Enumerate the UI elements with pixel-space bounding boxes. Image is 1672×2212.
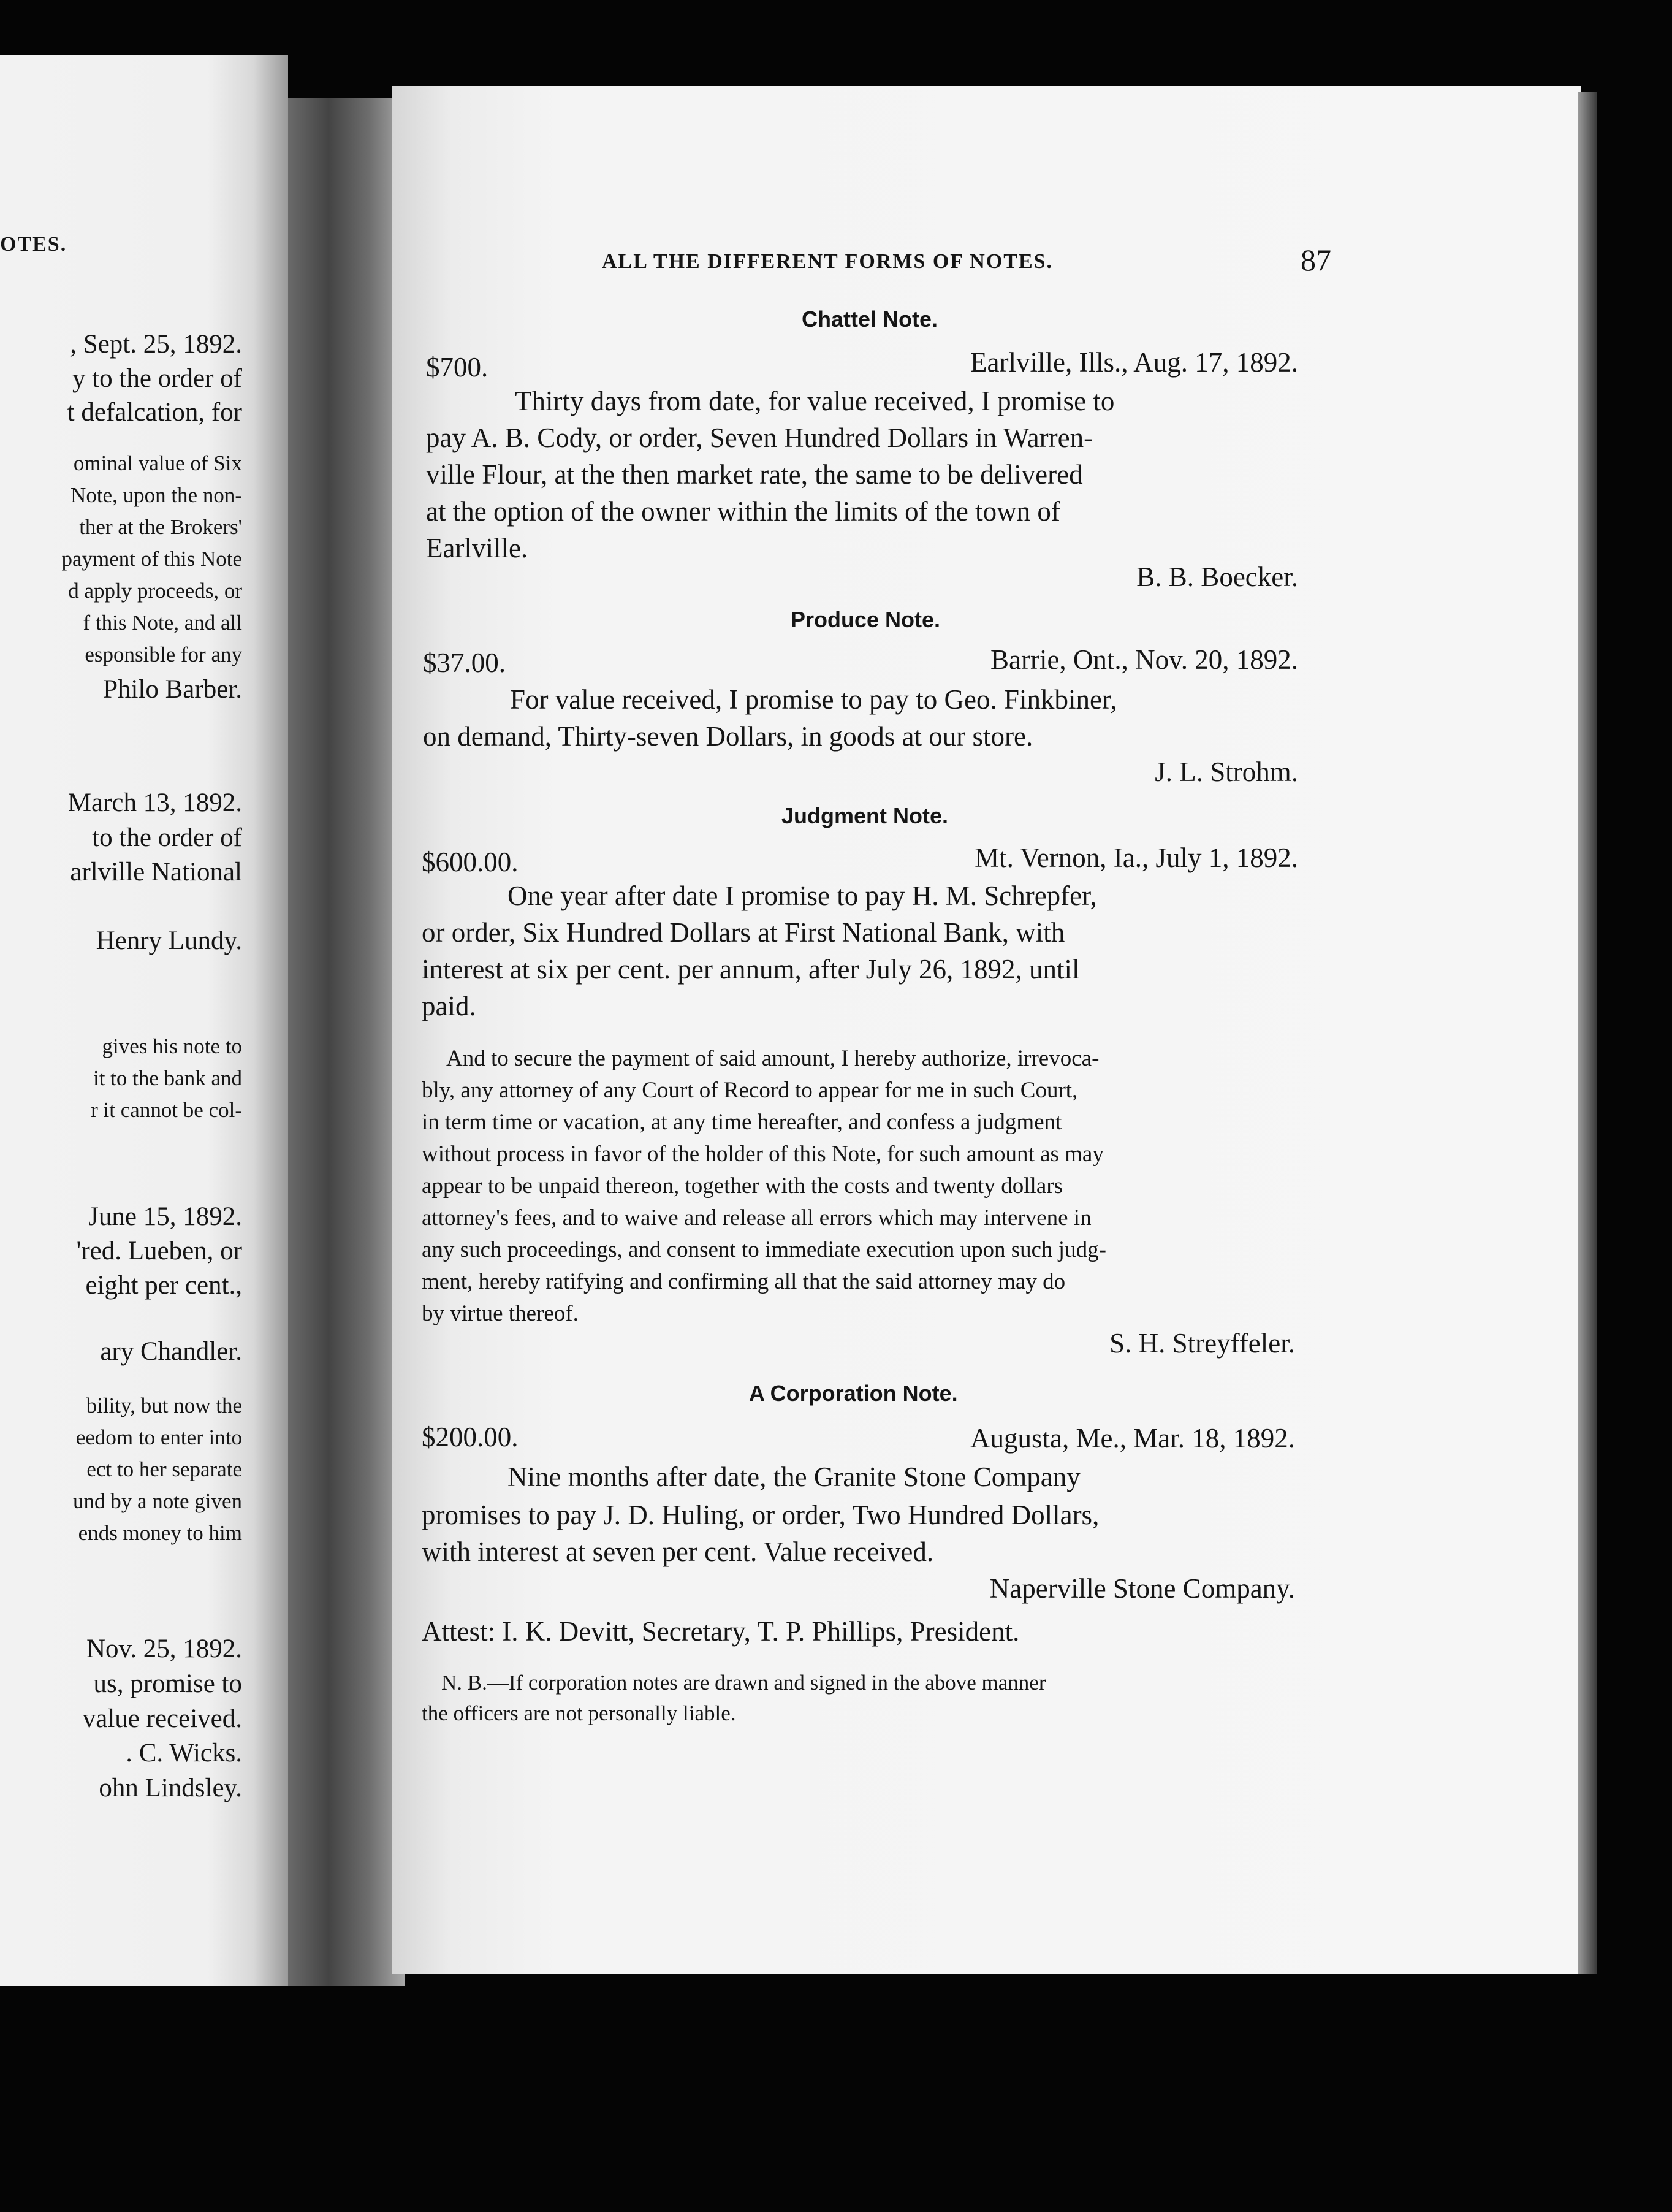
running-head: ALL THE DIFFERENT FORMS OF NOTES. xyxy=(602,250,1054,273)
left-text-line: d apply proceeds, or xyxy=(68,579,242,603)
left-text-line: f this Note, and all xyxy=(83,611,242,635)
chattel-text-line: Thirty days from date, for value received, I promise to xyxy=(515,386,1115,416)
judgment-fine-print-line: ment, hereby ratifying and confirming all that the said attorney may do xyxy=(422,1269,1066,1294)
left-signature: ary Chandler. xyxy=(100,1337,242,1366)
left-page xyxy=(0,55,288,1986)
left-running-head: OTES. xyxy=(0,233,67,256)
left-text-line: ther at the Brokers' xyxy=(79,515,242,539)
produce-note-heading: Produce Note. xyxy=(791,607,941,632)
judgment-place-date: Mt. Vernon, Ia., July 1, 1892. xyxy=(975,842,1298,873)
corporation-attest: Attest: I. K. Devitt, Secretary, T. P. Phillips, President. xyxy=(422,1616,1020,1647)
left-text-line: March 13, 1892. xyxy=(67,788,242,817)
judgment-text-line: paid. xyxy=(422,991,476,1021)
judgment-fine-print-line: by virtue thereof. xyxy=(422,1301,579,1326)
judgment-fine-print-line: bly, any attorney of any Court of Record to appear for me in such Court, xyxy=(422,1078,1078,1103)
left-text-line: it to the bank and xyxy=(93,1066,242,1090)
left-text-line: arlville National xyxy=(70,858,242,887)
chattel-amount: $700. xyxy=(426,352,488,383)
left-text-line: Note, upon the non- xyxy=(70,483,242,507)
judgment-fine-print-line: And to secure the payment of said amount, I hereby authorize, irrevoca- xyxy=(446,1046,1100,1071)
nb-note-line: N. B.—If corporation notes are drawn and signed in the above manner xyxy=(441,1671,1046,1695)
judgment-fine-print-line: appear to be unpaid thereon, together with the costs and twenty dollars xyxy=(422,1173,1063,1199)
left-text-line: y to the order of xyxy=(72,364,242,393)
chattel-text-line: Earlville. xyxy=(426,533,528,563)
corporation-amount: $200.00. xyxy=(422,1422,519,1452)
corporation-text-line: promises to pay J. D. Huling, or order, Two Hundred Dollars, xyxy=(422,1500,1100,1530)
left-text-line: , Sept. 25, 1892. xyxy=(70,330,242,359)
corporation-text-line: Nine months after date, the Granite Stone Company xyxy=(507,1462,1081,1492)
left-text-line: to the order of xyxy=(92,823,242,852)
left-text-line: und by a note given xyxy=(72,1489,242,1513)
left-text-line: r it cannot be col- xyxy=(91,1098,242,1122)
left-text-line: value received. xyxy=(82,1704,242,1733)
produce-amount: $37.00. xyxy=(423,647,506,678)
chattel-text-line: ville Flour, at the then market rate, the same to be delivered xyxy=(426,459,1083,490)
judgment-fine-print-line: without process in favor of the holder of this Note, for such amount as may xyxy=(422,1142,1104,1167)
produce-text-line: on demand, Thirty-seven Dollars, in goods at our store. xyxy=(423,721,1033,752)
judgment-text-line: interest at six per cent. per annum, after July 26, 1892, until xyxy=(422,954,1080,985)
left-text-line: us, promise to xyxy=(93,1669,242,1698)
left-signature: . C. Wicks. xyxy=(126,1739,242,1768)
left-signature: ohn Lindsley. xyxy=(99,1774,242,1802)
left-text-line: ect to her separate xyxy=(86,1457,242,1481)
judgment-text-line: or order, Six Hundred Dollars at First National Bank, with xyxy=(422,917,1065,948)
left-signature: Henry Lundy. xyxy=(96,926,242,955)
left-text-line: June 15, 1892. xyxy=(88,1202,242,1231)
left-text-line: esponsible for any xyxy=(85,643,242,666)
chattel-text-line: at the option of the owner within the limits of the town of xyxy=(426,496,1060,527)
left-text-line: Nov. 25, 1892. xyxy=(86,1634,242,1663)
judgment-text-line: One year after date I promise to pay H. M. Schrepfer, xyxy=(507,880,1097,911)
produce-text-line: For value received, I promise to pay to Geo. Finkbiner, xyxy=(510,684,1117,715)
judgment-signature: S. H. Streyffeler. xyxy=(1109,1328,1295,1359)
corporation-signature: Naperville Stone Company. xyxy=(989,1573,1295,1604)
produce-place-date: Barrie, Ont., Nov. 20, 1892. xyxy=(990,644,1298,675)
left-text-line: eight per cent., xyxy=(85,1271,242,1300)
left-text-line: t defalcation, for xyxy=(67,398,242,427)
produce-signature: J. L. Strohm. xyxy=(1155,757,1298,787)
left-text-line: 'red. Lueben, or xyxy=(76,1237,242,1265)
page-edge xyxy=(1578,92,1597,1974)
chattel-note-heading: Chattel Note. xyxy=(802,307,938,332)
chattel-text-line: pay A. B. Cody, or order, Seven Hundred Dollars in Warren- xyxy=(426,422,1093,453)
judgment-fine-print-line: any such proceedings, and consent to immediate execution upon such judg- xyxy=(422,1237,1106,1262)
corporation-text-line: with interest at seven per cent. Value received. xyxy=(422,1536,934,1567)
page-number: 87 xyxy=(1301,243,1331,277)
judgment-amount: $600.00. xyxy=(422,847,519,877)
left-text-line: eedom to enter into xyxy=(75,1425,242,1449)
judgment-note-heading: Judgment Note. xyxy=(781,803,949,828)
left-text-line: gives his note to xyxy=(102,1034,242,1058)
left-signature: Philo Barber. xyxy=(103,675,242,704)
chattel-place-date: Earlville, Ills., Aug. 17, 1892. xyxy=(970,347,1298,378)
chattel-signature: B. B. Boecker. xyxy=(1136,562,1298,592)
left-text-line: ends money to him xyxy=(78,1521,242,1545)
judgment-fine-print-line: in term time or vacation, at any time hereafter, and confess a judgment xyxy=(422,1110,1062,1135)
nb-note-line: the officers are not personally liable. xyxy=(422,1701,736,1725)
corporation-place-date: Augusta, Me., Mar. 18, 1892. xyxy=(970,1423,1295,1454)
book-gutter xyxy=(288,98,405,1986)
judgment-fine-print-line: attorney's fees, and to waive and release all errors which may intervene in xyxy=(422,1205,1092,1230)
left-text-line: ominal value of Six xyxy=(73,451,242,475)
corporation-note-heading: A Corporation Note. xyxy=(749,1381,958,1406)
left-text-line: payment of this Note xyxy=(61,547,242,571)
left-text-line: bility, but now the xyxy=(86,1394,242,1417)
